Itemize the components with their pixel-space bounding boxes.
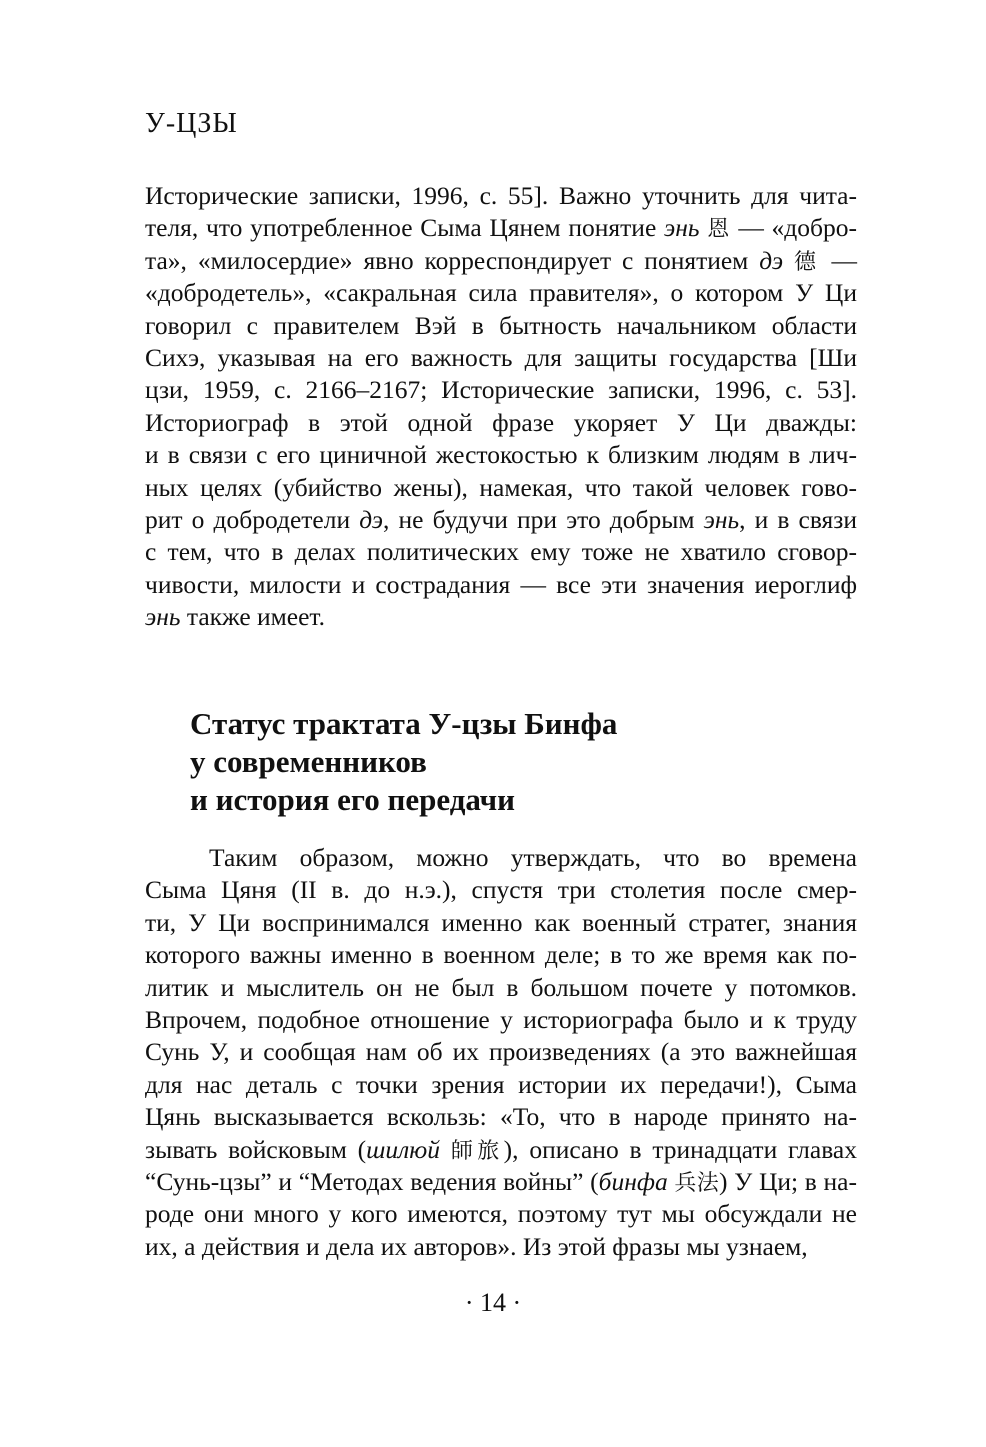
italic-term: энь — [703, 504, 740, 534]
heading-line: и история его передачи — [190, 782, 515, 817]
text-line: Исторические записки, 1996, с. 55]. Важно уточнить для чита- — [145, 181, 857, 210]
hieroglyph: 師旅 — [450, 1138, 504, 1164]
hieroglyph: 兵法 — [674, 1170, 720, 1196]
italic-term: дэ — [759, 245, 784, 275]
italic-term: бинфа — [598, 1166, 668, 1196]
italic-term: дэ — [359, 504, 384, 534]
text-line: Цянь высказывается вскользь: «То, что в народе принято на- — [145, 1102, 857, 1132]
text-line: их, а действия и дела их авторов». Из этой фразы мы узнаем, — [145, 1231, 808, 1261]
italic-term: шилюй — [366, 1134, 441, 1164]
text-line: та», «милосердие» явно корреспондирует с понятием дэ 德 — — [145, 245, 857, 275]
text-line: ти, У Ци воспринимался именно как военный стратег, знания — [145, 907, 857, 937]
text-line: Историограф в этой одной фразе укоряет У Ци дважды: — [145, 407, 857, 437]
heading-line: Статус трактата У-цзы Бинфа — [190, 706, 618, 741]
text-line: которого важны именно в военном деле; в то же время как по- — [145, 940, 857, 970]
text-line: литик и мыслитель он не был в большом почете у потомков. — [145, 972, 857, 1002]
running-head: У-ЦЗЫ — [145, 108, 238, 139]
paragraph-continued — [145, 180, 857, 633]
text-line: Впрочем, подобное отношение у историографа было и к труду — [145, 1004, 857, 1034]
page-number: · 14 · — [464, 1288, 522, 1317]
text-line: Сихэ, указывая на его важность для защиты государства [Ши — [145, 342, 857, 372]
text-line: Сунь У, и сообщая нам об их произведениях (а это важнейшая — [145, 1037, 857, 1067]
text-line: и в связи с его циничной жестокостью к близким людям в лич- — [145, 440, 857, 470]
text-line: Таким образом, можно утверждать, что во времена — [209, 843, 857, 872]
paragraph-body — [145, 842, 857, 1263]
text-line: «добродетель», «сакральная сила правителя», о котором У Ци — [145, 278, 857, 308]
text-line: теля, что употребленное Сыма Цянем понятие энь 恩 — «добро- — [145, 213, 857, 243]
text-line: с тем, что в делах политических ему тоже не хватило сговор- — [145, 537, 857, 567]
text-line: ных целях (убийство жены), намекая, что такой человек гово- — [145, 472, 857, 502]
italic-term: энь — [145, 602, 181, 632]
text-line: “Сунь-цзы” и “Методах ведения войны” (бинфа 兵法) У Ци; в на- — [145, 1166, 857, 1196]
text-line: цзи, 1959, с. 2166–2167; Исторические записки, 1996, с. 53]. — [145, 375, 857, 405]
text-line: энь также имеет. — [145, 602, 326, 632]
text-line: зывать войсковым (шилюй 師旅), описано в тринадцати главах — [145, 1134, 857, 1164]
text-line: чивости, милости и сострадания — все эти значения иероглиф — [145, 569, 857, 599]
text-line: говорил с правителем Вэй в бытность начальником области — [145, 310, 857, 340]
heading-line: у современников — [190, 744, 427, 779]
text-line: рит о добродетели дэ, не будучи при это добрым энь, и в связи — [145, 504, 857, 534]
text-line: Сыма Цяня (II в. до н.э.), спустя три столетия после смер- — [145, 875, 857, 905]
text-line: роде они много у кого имеются, поэтому тут мы обсуждали не — [145, 1199, 857, 1229]
hieroglyph: 德 — [794, 249, 821, 275]
hieroglyph: 恩 — [707, 217, 731, 243]
section-heading — [190, 705, 617, 819]
italic-term: энь — [664, 213, 700, 243]
text-line: для нас деталь с точки зрения истории их передачи!), Сыма — [145, 1069, 857, 1099]
